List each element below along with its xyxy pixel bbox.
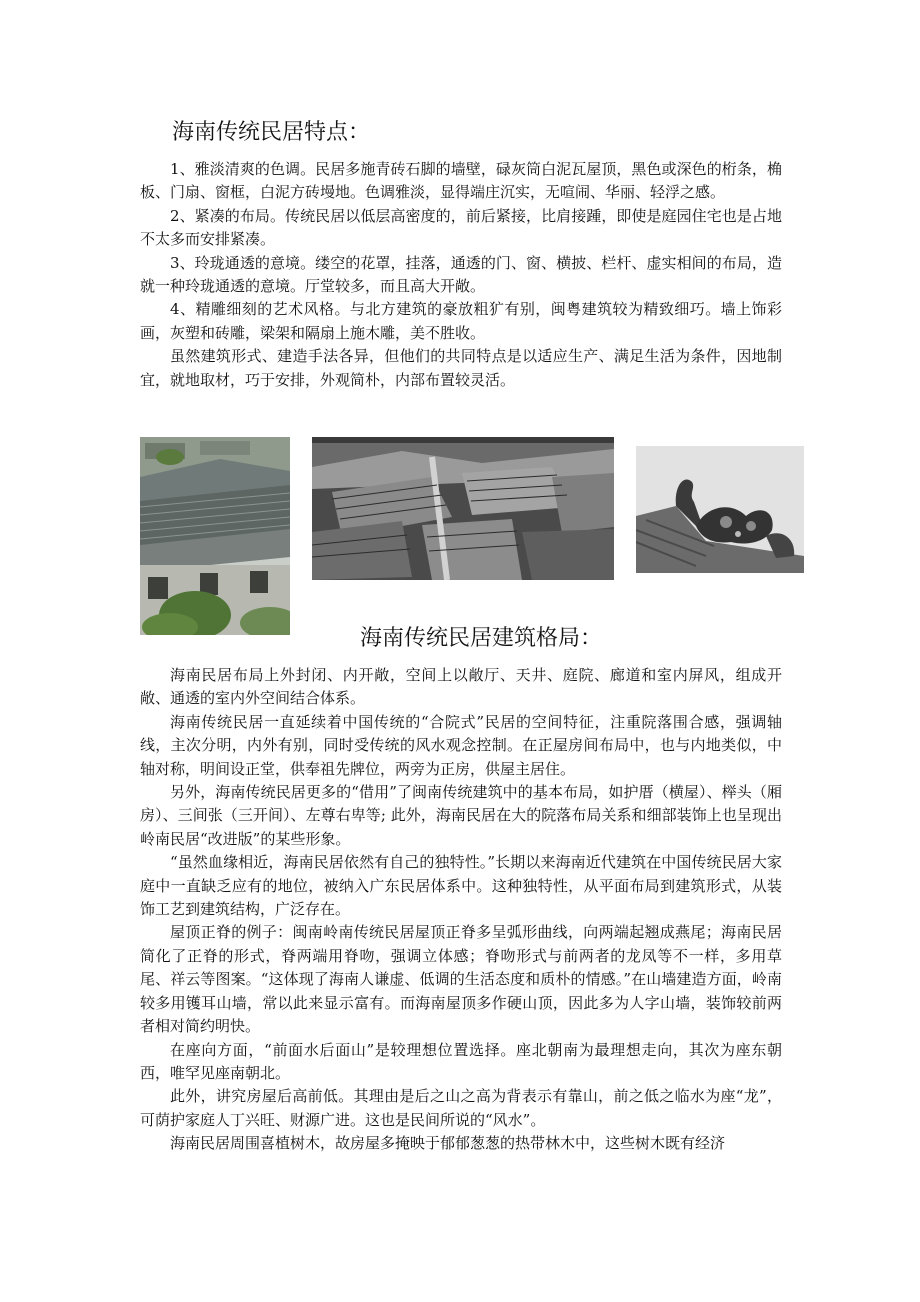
ridge-ornament-photo <box>636 446 804 573</box>
old-town-rooftops-photo <box>312 437 614 580</box>
section1-body <box>140 158 782 392</box>
section2-paragraph: 海南民居布局上外封闭、内开敞，空间上以敞厅、天井、庭院、廊道和室内屏风，组成开敞、通透的室内外空间结合体系。 <box>140 666 782 708</box>
section1-paragraph: 2、紧凑的布局。传统民居以低层高密度的，前后紧接，比肩接踵，即使是庭园住宅也是占地不太多而安排紧凑。 <box>140 206 782 249</box>
section2-paragraph: 此外，讲究房屋后高前低。其理由是后之山之高为背表示有靠山，前之低之临水为座“龙”，可荫护家庭人丁兴旺、财源广进。这也是民间所说的“风水”。 <box>140 1087 782 1129</box>
section1-title: 海南传统民居特点： <box>172 120 371 145</box>
village-houses-photo <box>140 437 290 635</box>
section2-paragraph: 另外，海南传统民居更多的“借用”了闽南传统建筑中的基本布局，如护厝（横屋）、榉头（厢房）、三间张（三开间）、左尊右卑等; 此外，海南民居在大的院落布局关系和细部装饰上也呈现出岭南民居“改进版”的某些形象。 <box>140 783 782 848</box>
section2-paragraph: 屋顶正脊的例子：闽南岭南传统民居屋顶正脊多呈弧形曲线，向两端起翘成燕尾；海南民居简化了正脊的形式，脊两端用脊吻，强调立体感；脊吻形式与前两者的龙凤等不一样，多用草尾、祥云等图案。“这体现了海南人谦虚、低调的生活态度和质朴的情感。”在山墙建造方面，岭南较多用镬耳山墙，常以此来显示富有。而海南屋顶多作硬山顶，因此多为人字山墙，装饰较前两者相对简约明快。 <box>140 923 782 1036</box>
section1-paragraph: 3、玲珑通透的意境。缕空的花罩，挂落，通透的门、窗、横披、栏杆、虚实相间的布局，造就一种玲珑通透的意境。厅堂较多，而且高大开敞。 <box>140 253 782 296</box>
section2-body <box>140 664 782 1156</box>
section2-paragraph: 海南传统民居一直延续着中国传统的“合院式”民居的空间特征，注重院落围合感，强调轴线，主次分明，内外有别，同时受传统的风水观念控制。在正屋房间布局中，也与内地类似，中轴对称，明间设正堂，供奉祖先牌位，两旁为正房，供屋主居住。 <box>140 712 782 778</box>
section2-paragraph: “虽然血缘相近，海南民居依然有自己的独特性。”长期以来海南近代建筑在中国传统民居大家庭中一直缺乏应有的地位，被纳入广东民居体系中。这种独特性，从平面布局到建筑形式，从装饰工艺到建筑结构，广泛存在。 <box>140 853 782 919</box>
section2-title: 海南传统民居建筑格局： <box>360 626 603 651</box>
section1-paragraph: 虽然建筑形式、建造手法各异，但他们的共同特点是以适应生产、满足生活为条件，因地制宜，就地取材，巧于安排，外观简朴，内部布置较灵活。 <box>140 347 782 389</box>
section1-paragraph: 4、精雕细刻的艺术风格。与北方建筑的豪放粗犷有别，闽粤建筑较为精致细巧。墙上饰彩画，灰塑和砖雕，梁架和隔扇上施木雕，美不胜收。 <box>140 300 782 342</box>
section2-paragraph: 海南民居周围喜植树木，故房屋多掩映于郁郁葱葱的热带林木中，这些树木既有经济 <box>170 1134 726 1153</box>
section2-paragraph: 在座向方面，“前面水后面山”是较理想位置选择。座北朝南为最理想走向，其次为座东朝西，唯罕见座南朝北。 <box>140 1040 782 1082</box>
section1-paragraph: 1、雅淡清爽的色调。民居多施青砖石脚的墙壁，碌灰筒白泥瓦屋顶，黑色或深色的桁条，桷板、门扇、窗框，白泥方砖墁地。色调雅淡，显得端庄沉实，无喧闹、华丽、轻浮之感。 <box>140 160 782 202</box>
